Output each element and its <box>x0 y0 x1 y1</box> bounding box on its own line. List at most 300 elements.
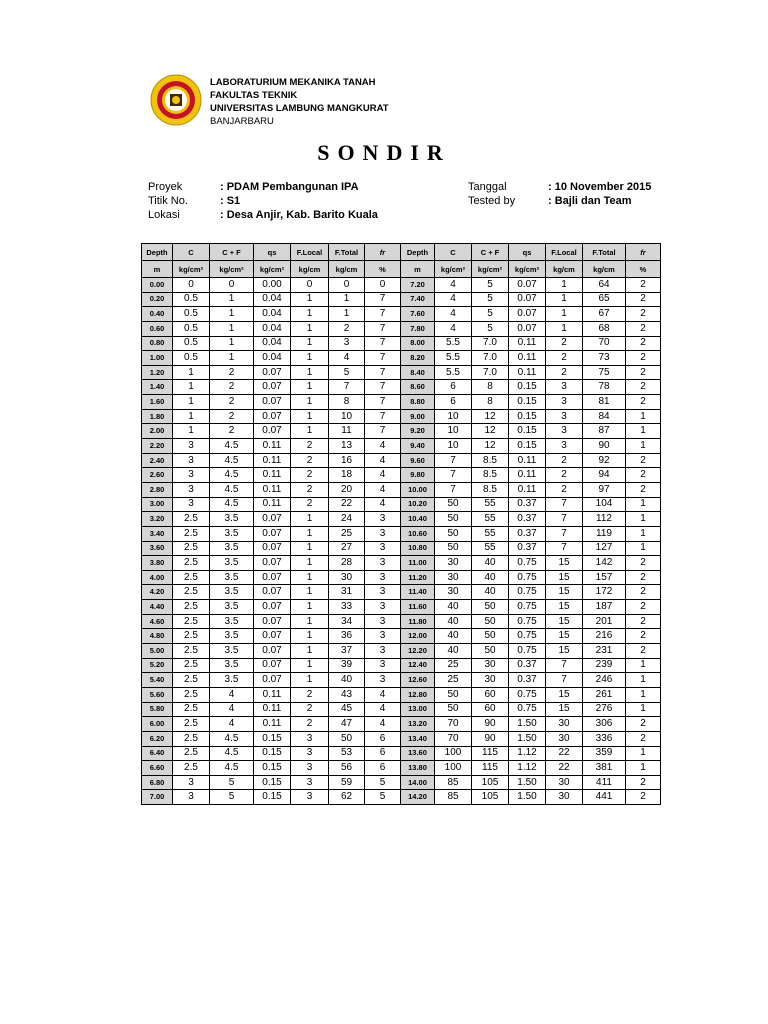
cell-f-total: 34 <box>329 614 365 629</box>
cell-f-local: 15 <box>546 570 583 585</box>
unit-f-total: kg/cm <box>329 261 365 278</box>
cell-fr: 1 <box>626 439 661 454</box>
cell-f-total: 33 <box>329 600 365 615</box>
cell-f-local: 1 <box>546 278 583 293</box>
table-row <box>142 570 661 585</box>
cell-fr: 4 <box>365 702 401 717</box>
cell-f-total: 359 <box>583 746 626 761</box>
cell-f-total: 68 <box>583 321 626 336</box>
cell-qs: 0.37 <box>509 541 546 556</box>
cell-f-total: 81 <box>583 395 626 410</box>
cell-f-total: 13 <box>329 439 365 454</box>
cell-qs: 0.15 <box>509 439 546 454</box>
unit-f-local: kg/cm <box>291 261 329 278</box>
cell-c-plus-f: 60 <box>472 702 509 717</box>
cell-f-total: 65 <box>583 292 626 307</box>
table-row <box>142 600 661 615</box>
cell-qs: 0.11 <box>254 468 291 483</box>
cell-c: 100 <box>435 746 472 761</box>
cell-f-total: 3 <box>329 336 365 351</box>
cell-fr: 7 <box>365 380 401 395</box>
cell-fr: 1 <box>626 746 661 761</box>
cell-c-plus-f: 5 <box>472 307 509 322</box>
lokasi-value: : Desa Anjir, Kab. Barito Kuala <box>220 209 378 221</box>
cell-fr: 1 <box>626 541 661 556</box>
cell-c: 0.5 <box>173 307 210 322</box>
cell-f-local: 2 <box>291 687 329 702</box>
header-f-total: F.Total <box>583 244 626 261</box>
cell-qs: 0.75 <box>509 614 546 629</box>
cell-f-total: 28 <box>329 556 365 571</box>
university-seal-icon <box>150 74 202 126</box>
table-row <box>142 365 661 380</box>
cell-c-plus-f: 2 <box>210 424 254 439</box>
cell-depth: 4.00 <box>142 570 173 585</box>
table-row <box>142 790 661 805</box>
cell-f-local: 22 <box>546 746 583 761</box>
institution-block <box>210 76 389 128</box>
cell-fr: 1 <box>626 526 661 541</box>
cell-fr: 3 <box>365 585 401 600</box>
cell-fr: 2 <box>626 790 661 805</box>
cell-f-total: 16 <box>329 453 365 468</box>
cell-f-local: 1 <box>291 380 329 395</box>
cell-c: 2.5 <box>173 644 210 659</box>
cell-fr: 2 <box>626 556 661 571</box>
cell-c: 3 <box>173 439 210 454</box>
cell-c: 4 <box>435 278 472 293</box>
cell-f-total: 47 <box>329 717 365 732</box>
cell-c: 50 <box>435 541 472 556</box>
cell-c: 1 <box>173 395 210 410</box>
cell-c: 4 <box>435 321 472 336</box>
cell-f-total: 127 <box>583 541 626 556</box>
cell-fr: 4 <box>365 717 401 732</box>
cell-qs: 0.37 <box>509 497 546 512</box>
cell-f-local: 3 <box>291 790 329 805</box>
cell-c-plus-f: 1 <box>210 321 254 336</box>
cell-f-local: 2 <box>546 351 583 366</box>
cell-f-local: 22 <box>546 761 583 776</box>
table-row <box>142 292 661 307</box>
cell-fr: 2 <box>626 278 661 293</box>
proyek-value: : PDAM Pembangunan IPA <box>220 181 359 193</box>
cell-f-local: 1 <box>291 424 329 439</box>
table-body <box>142 278 661 805</box>
cell-c-plus-f: 8.5 <box>472 468 509 483</box>
cell-fr: 1 <box>626 687 661 702</box>
cell-fr: 7 <box>365 321 401 336</box>
table-row <box>142 321 661 336</box>
cell-fr: 1 <box>626 761 661 776</box>
cell-fr: 7 <box>365 395 401 410</box>
cell-c: 10 <box>435 409 472 424</box>
cell-f-total: 306 <box>583 717 626 732</box>
cell-f-total: 336 <box>583 731 626 746</box>
cell-f-total: 10 <box>329 409 365 424</box>
cell-c-plus-f: 90 <box>472 731 509 746</box>
cell-c: 100 <box>435 761 472 776</box>
cell-fr: 3 <box>365 600 401 615</box>
cell-c-plus-f: 4.5 <box>210 439 254 454</box>
cell-fr: 2 <box>626 292 661 307</box>
cell-c: 10 <box>435 439 472 454</box>
cell-c-plus-f: 3.5 <box>210 614 254 629</box>
header-row <box>142 244 661 261</box>
cell-f-local: 30 <box>546 775 583 790</box>
cell-c-plus-f: 8 <box>472 380 509 395</box>
cell-qs: 0.15 <box>254 761 291 776</box>
cell-f-total: 50 <box>329 731 365 746</box>
cell-f-local: 2 <box>291 439 329 454</box>
cell-c: 2.5 <box>173 731 210 746</box>
unit-depth: m <box>401 261 435 278</box>
cell-f-total: 94 <box>583 468 626 483</box>
cell-depth: 6.60 <box>142 761 173 776</box>
sondir-table <box>141 243 661 805</box>
cell-qs: 0.75 <box>509 585 546 600</box>
cell-depth: 3.80 <box>142 556 173 571</box>
cell-c: 50 <box>435 512 472 527</box>
cell-depth: 1.00 <box>142 351 173 366</box>
cell-depth: 1.20 <box>142 365 173 380</box>
cell-f-total: 441 <box>583 790 626 805</box>
faculty-name: FAKULTAS TEKNIK <box>210 90 298 101</box>
cell-fr: 2 <box>626 629 661 644</box>
cell-depth: 9.20 <box>401 424 435 439</box>
cell-c-plus-f: 55 <box>472 497 509 512</box>
cell-c: 2.5 <box>173 526 210 541</box>
cell-c-plus-f: 7.0 <box>472 365 509 380</box>
cell-fr: 6 <box>365 731 401 746</box>
tanggal-value: : 10 November 2015 <box>548 181 652 193</box>
cell-f-local: 15 <box>546 629 583 644</box>
cell-c: 6 <box>435 380 472 395</box>
cell-f-local: 7 <box>546 512 583 527</box>
cell-qs: 0.04 <box>254 321 291 336</box>
cell-f-local: 1 <box>546 307 583 322</box>
cell-depth: 12.20 <box>401 644 435 659</box>
cell-c-plus-f: 2 <box>210 395 254 410</box>
university-name: UNIVERSITAS LAMBUNG MANGKURAT <box>210 103 389 114</box>
cell-qs: 0.07 <box>254 614 291 629</box>
cell-c: 30 <box>435 570 472 585</box>
cell-fr: 6 <box>365 761 401 776</box>
cell-c-plus-f: 8.5 <box>472 453 509 468</box>
cell-depth: 1.40 <box>142 380 173 395</box>
cell-c: 2.5 <box>173 658 210 673</box>
cell-c: 3 <box>173 468 210 483</box>
cell-qs: 0.04 <box>254 351 291 366</box>
cell-depth: 1.80 <box>142 409 173 424</box>
cell-c: 1 <box>173 424 210 439</box>
header-c-plus-f: C + F <box>472 244 509 261</box>
cell-depth: 13.80 <box>401 761 435 776</box>
cell-c: 30 <box>435 556 472 571</box>
cell-f-local: 1 <box>291 658 329 673</box>
cell-f-total: 67 <box>583 307 626 322</box>
cell-c: 3 <box>173 482 210 497</box>
cell-f-local: 1 <box>291 629 329 644</box>
cell-depth: 9.60 <box>401 453 435 468</box>
cell-f-local: 7 <box>546 526 583 541</box>
cell-depth: 3.00 <box>142 497 173 512</box>
cell-f-total: 411 <box>583 775 626 790</box>
unit-fr: % <box>365 261 401 278</box>
cell-c-plus-f: 3.5 <box>210 512 254 527</box>
cell-f-local: 2 <box>291 482 329 497</box>
table-row <box>142 658 661 673</box>
header-qs: qs <box>509 244 546 261</box>
cell-depth: 1.60 <box>142 395 173 410</box>
cell-depth: 4.20 <box>142 585 173 600</box>
cell-qs: 0.75 <box>509 702 546 717</box>
page-title: SONDIR <box>317 140 451 165</box>
cell-fr: 3 <box>365 673 401 688</box>
cell-depth: 5.40 <box>142 673 173 688</box>
cell-c: 0.5 <box>173 292 210 307</box>
cell-depth: 10.40 <box>401 512 435 527</box>
cell-f-total: 381 <box>583 761 626 776</box>
proyek-label: Proyek <box>148 181 183 193</box>
cell-f-local: 1 <box>291 644 329 659</box>
table-row <box>142 585 661 600</box>
cell-f-total: 20 <box>329 482 365 497</box>
cell-depth: 7.20 <box>401 278 435 293</box>
table-row <box>142 556 661 571</box>
cell-c: 2.5 <box>173 717 210 732</box>
cell-c-plus-f: 2 <box>210 365 254 380</box>
cell-c-plus-f: 12 <box>472 439 509 454</box>
cell-depth: 2.40 <box>142 453 173 468</box>
cell-c-plus-f: 4 <box>210 717 254 732</box>
cell-c-plus-f: 12 <box>472 424 509 439</box>
header-c: C <box>435 244 472 261</box>
cell-f-local: 3 <box>546 424 583 439</box>
unit-c-plus-f: kg/cm² <box>472 261 509 278</box>
cell-f-local: 7 <box>546 497 583 512</box>
cell-fr: 1 <box>626 424 661 439</box>
cell-c-plus-f: 4 <box>210 702 254 717</box>
cell-f-total: 92 <box>583 453 626 468</box>
cell-fr: 3 <box>365 629 401 644</box>
cell-fr: 4 <box>365 468 401 483</box>
cell-c: 2.5 <box>173 673 210 688</box>
cell-depth: 10.20 <box>401 497 435 512</box>
cell-f-local: 30 <box>546 790 583 805</box>
cell-f-total: 90 <box>583 439 626 454</box>
cell-qs: 0.07 <box>509 307 546 322</box>
cell-depth: 12.60 <box>401 673 435 688</box>
cell-fr: 3 <box>365 644 401 659</box>
cell-fr: 2 <box>626 365 661 380</box>
cell-c: 1 <box>173 409 210 424</box>
cell-depth: 10.00 <box>401 482 435 497</box>
cell-c-plus-f: 40 <box>472 585 509 600</box>
unit-c-plus-f: kg/cm² <box>210 261 254 278</box>
cell-fr: 1 <box>626 512 661 527</box>
cell-qs: 0.07 <box>254 570 291 585</box>
header-c: C <box>173 244 210 261</box>
cell-fr: 1 <box>626 673 661 688</box>
cell-f-total: 5 <box>329 365 365 380</box>
cell-c: 1 <box>173 365 210 380</box>
cell-fr: 7 <box>365 292 401 307</box>
cell-c-plus-f: 50 <box>472 629 509 644</box>
cell-qs: 0.11 <box>509 365 546 380</box>
cell-c: 3 <box>173 790 210 805</box>
cell-fr: 2 <box>626 468 661 483</box>
cell-c: 2.5 <box>173 614 210 629</box>
header-f-local: F.Local <box>546 244 583 261</box>
cell-depth: 6.40 <box>142 746 173 761</box>
cell-f-total: 112 <box>583 512 626 527</box>
cell-c-plus-f: 7.0 <box>472 351 509 366</box>
cell-f-total: 73 <box>583 351 626 366</box>
cell-f-total: 22 <box>329 497 365 512</box>
cell-fr: 2 <box>626 482 661 497</box>
cell-f-total: 27 <box>329 541 365 556</box>
table-row <box>142 761 661 776</box>
cell-depth: 11.80 <box>401 614 435 629</box>
cell-c: 40 <box>435 600 472 615</box>
cell-depth: 10.60 <box>401 526 435 541</box>
unit-row <box>142 261 661 278</box>
cell-c-plus-f: 12 <box>472 409 509 424</box>
cell-f-total: 104 <box>583 497 626 512</box>
cell-fr: 2 <box>626 775 661 790</box>
cell-f-total: 30 <box>329 570 365 585</box>
cell-f-local: 7 <box>546 673 583 688</box>
unit-fr: % <box>626 261 661 278</box>
cell-f-total: 157 <box>583 570 626 585</box>
cell-c: 40 <box>435 629 472 644</box>
cell-c-plus-f: 55 <box>472 512 509 527</box>
cell-f-local: 15 <box>546 687 583 702</box>
cell-qs: 0.37 <box>509 673 546 688</box>
cell-c: 2.5 <box>173 556 210 571</box>
cell-qs: 0.11 <box>254 717 291 732</box>
cell-c: 2.5 <box>173 746 210 761</box>
cell-depth: 13.20 <box>401 717 435 732</box>
cell-depth: 0.60 <box>142 321 173 336</box>
cell-c: 0.5 <box>173 321 210 336</box>
cell-qs: 0.37 <box>509 512 546 527</box>
cell-fr: 3 <box>365 512 401 527</box>
cell-c-plus-f: 3.5 <box>210 526 254 541</box>
cell-f-total: 187 <box>583 600 626 615</box>
cell-c: 85 <box>435 775 472 790</box>
cell-f-local: 3 <box>291 775 329 790</box>
cell-qs: 0.11 <box>254 439 291 454</box>
cell-qs: 0.11 <box>254 702 291 717</box>
cell-f-total: 24 <box>329 512 365 527</box>
cell-fr: 2 <box>626 585 661 600</box>
cell-f-total: 7 <box>329 380 365 395</box>
cell-fr: 2 <box>626 380 661 395</box>
tanggal-label: Tanggal <box>468 181 507 193</box>
table-row <box>142 629 661 644</box>
cell-fr: 2 <box>626 395 661 410</box>
cell-f-total: 2 <box>329 321 365 336</box>
table-row <box>142 541 661 556</box>
cell-depth: 2.80 <box>142 482 173 497</box>
tested-label: Tested by <box>468 195 516 207</box>
cell-fr: 2 <box>626 717 661 732</box>
unit-qs: kg/cm² <box>254 261 291 278</box>
table-row <box>142 717 661 732</box>
cell-fr: 1 <box>626 409 661 424</box>
cell-f-local: 1 <box>291 512 329 527</box>
cell-depth: 0.00 <box>142 278 173 293</box>
table-row <box>142 409 661 424</box>
cell-c: 2.5 <box>173 702 210 717</box>
cell-c: 70 <box>435 731 472 746</box>
cell-f-total: 172 <box>583 585 626 600</box>
table-row <box>142 673 661 688</box>
cell-c: 4 <box>435 292 472 307</box>
cell-c-plus-f: 55 <box>472 541 509 556</box>
cell-c: 25 <box>435 673 472 688</box>
cell-f-total: 246 <box>583 673 626 688</box>
cell-c: 25 <box>435 658 472 673</box>
cell-depth: 8.60 <box>401 380 435 395</box>
cell-c: 30 <box>435 585 472 600</box>
cell-c-plus-f: 3.5 <box>210 600 254 615</box>
cell-f-total: 1 <box>329 292 365 307</box>
cell-qs: 0.07 <box>254 556 291 571</box>
cell-c-plus-f: 105 <box>472 775 509 790</box>
cell-c: 50 <box>435 526 472 541</box>
cell-qs: 0.15 <box>509 395 546 410</box>
cell-f-total: 8 <box>329 395 365 410</box>
cell-c-plus-f: 8 <box>472 395 509 410</box>
cell-qs: 0.04 <box>254 292 291 307</box>
cell-qs: 0.11 <box>254 453 291 468</box>
cell-f-local: 2 <box>291 453 329 468</box>
table-row <box>142 644 661 659</box>
cell-f-local: 15 <box>546 600 583 615</box>
cell-depth: 4.80 <box>142 629 173 644</box>
cell-qs: 0.15 <box>509 380 546 395</box>
cell-f-total: 84 <box>583 409 626 424</box>
cell-depth: 13.40 <box>401 731 435 746</box>
cell-qs: 0.07 <box>254 658 291 673</box>
cell-c-plus-f: 4.5 <box>210 482 254 497</box>
cell-c-plus-f: 105 <box>472 790 509 805</box>
cell-qs: 1.12 <box>509 761 546 776</box>
cell-fr: 4 <box>365 497 401 512</box>
cell-c: 0.5 <box>173 336 210 351</box>
unit-depth: m <box>142 261 173 278</box>
cell-c-plus-f: 5 <box>472 292 509 307</box>
cell-qs: 1.50 <box>509 790 546 805</box>
cell-depth: 6.00 <box>142 717 173 732</box>
cell-c-plus-f: 5 <box>210 790 254 805</box>
cell-c-plus-f: 50 <box>472 600 509 615</box>
cell-qs: 0.75 <box>509 600 546 615</box>
cell-f-local: 15 <box>546 614 583 629</box>
cell-f-total: 25 <box>329 526 365 541</box>
cell-c: 2.5 <box>173 585 210 600</box>
cell-f-local: 1 <box>291 321 329 336</box>
cell-f-local: 3 <box>546 395 583 410</box>
cell-f-local: 15 <box>546 585 583 600</box>
cell-fr: 2 <box>626 644 661 659</box>
cell-c-plus-f: 3.5 <box>210 541 254 556</box>
cell-depth: 5.20 <box>142 658 173 673</box>
cell-qs: 0.15 <box>509 409 546 424</box>
